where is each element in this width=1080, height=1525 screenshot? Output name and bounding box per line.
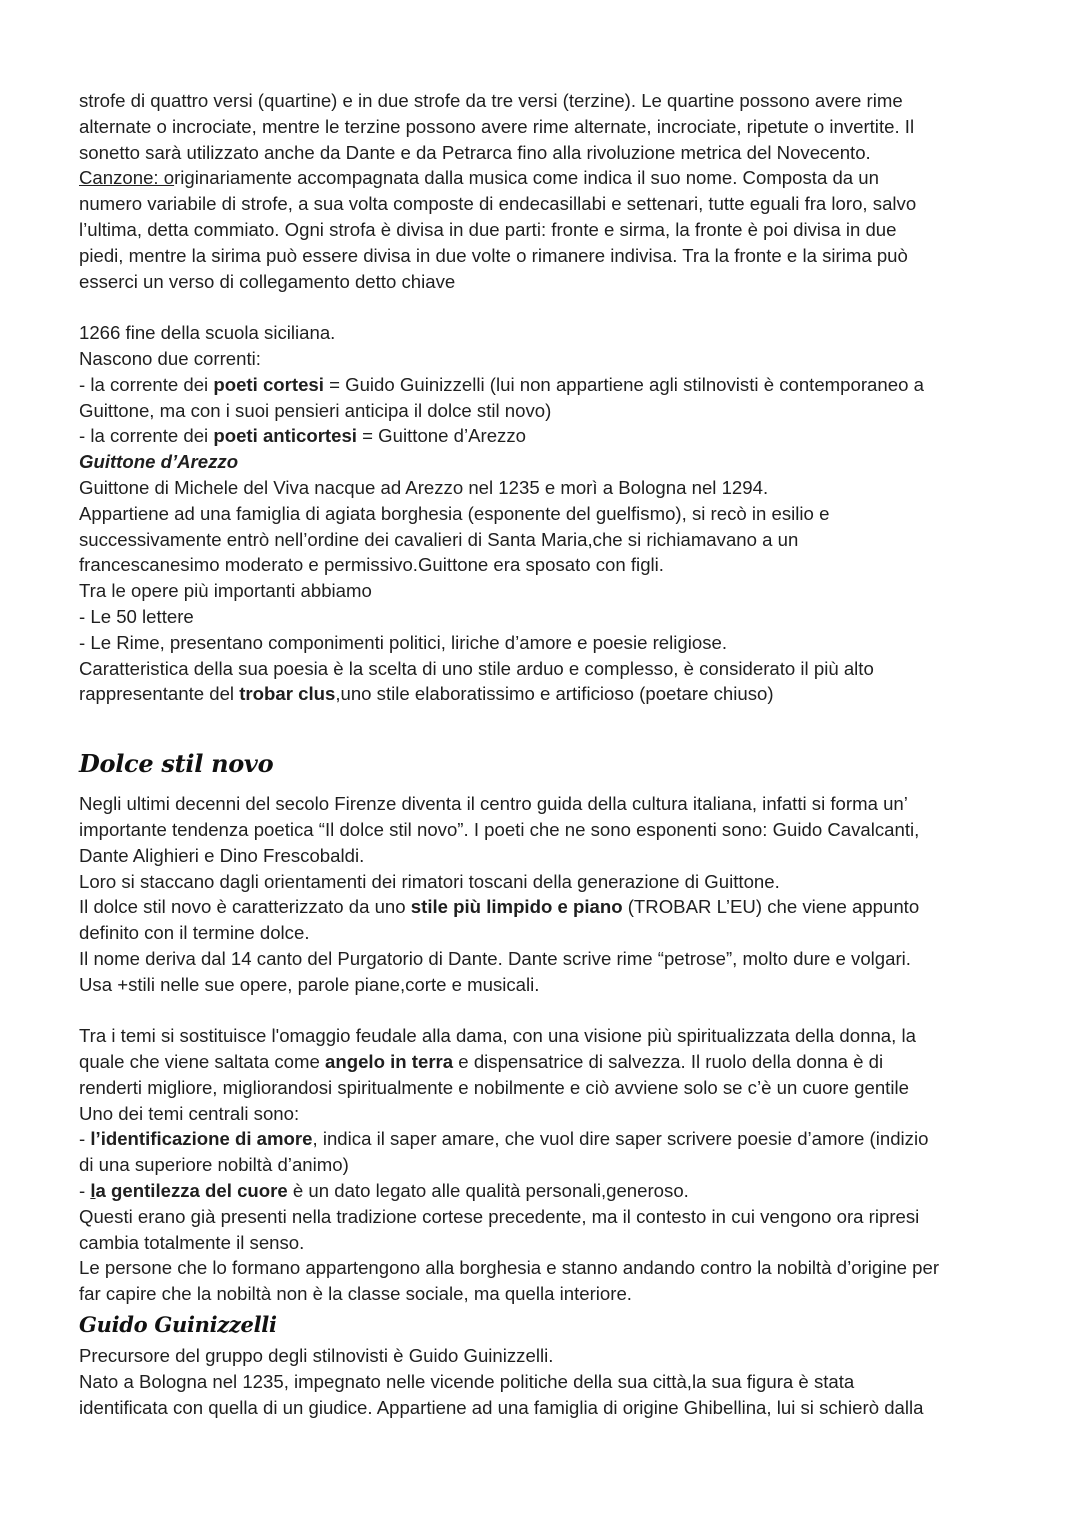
text-line: cambia totalmente il senso. — [79, 1231, 305, 1253]
text-line: Guittone, ma con i suoi pensieri anticipa il dolce stil novo) — [79, 399, 552, 421]
text-line: Loro si staccano dagli orientamenti dei rimatori toscani della generazione di Guittone. — [79, 870, 780, 892]
text-line: Canzone: originariamente accompagnata dalla musica come indica il suo nome. Composta da un — [79, 167, 879, 189]
text-line: Il dolce stil novo è caratterizzato da uno stile più limpido e piano (TROBAR L’EU) che viene appunto — [79, 896, 920, 918]
list-item: - Le 50 lettere — [79, 605, 194, 627]
text-line: Negli ultimi decenni del secolo Firenze diventa il centro guida della cultura italiana, infatti si forma un’ — [79, 793, 908, 815]
text-line: renderti migliore, migliorandosi spiritualmente e nobilmente e ciò avviene solo se c’è un cuore gentile — [79, 1076, 909, 1098]
text-line: francescanesimo moderato e permissivo.Guittone era sposato con figli. — [79, 554, 664, 576]
text-line: definito con il termine dolce. — [79, 922, 310, 944]
text-line: successivamente entrò nell’ordine dei cavalieri di Santa Maria,che si richiamavano a un — [79, 528, 799, 550]
text-line: sonetto sarà utilizzato anche da Dante e da Petrarca fino alla rivoluzione metrica del Novecento. — [79, 141, 871, 163]
text-line: l’ultima, detta commiato. Ogni strofa è divisa in due parti: fronte e sirma, la fronte è poi divisa in due — [79, 218, 897, 240]
text-line: importante tendenza poetica “Il dolce stil novo”. I poeti che ne sono esponenti sono: Guido Cavalcanti, — [79, 818, 920, 840]
dolce-section — [79, 749, 1019, 1307]
text-line: Guittone di Michele del Viva nacque ad Arezzo nel 1235 e morì a Bologna nel 1294. — [79, 476, 769, 498]
document-page — [79, 88, 1019, 1420]
text-line: alternate o incrociate, mentre le terzine possono avere rime alternate, incrociate, ripetute o invertite. Il — [79, 115, 915, 137]
spacer — [79, 294, 1019, 320]
text-line: Dante Alighieri e Dino Frescobaldi. — [79, 844, 365, 866]
text-line: far capire che la nobiltà non è la classe sociale, ma quella interiore. — [79, 1283, 632, 1305]
correnti-paragraph — [79, 320, 1019, 449]
text-line: Nato a Bologna nel 1235, impegnato nelle vicende politiche della sua città,la sua figura è stata — [79, 1370, 855, 1392]
section-heading: Guido Guinizzelli — [79, 1312, 277, 1338]
text-line: Tra le opere più importanti abbiamo — [79, 580, 372, 602]
text-line: strofe di quattro versi (quartine) e in due strofe da tre versi (terzine). Le quartine possono avere rime — [79, 90, 903, 111]
guittone-section — [79, 449, 1019, 707]
text-line: identificata con quella di un giudice. Appartiene ad una famiglia di origine Ghibellina, lui si schierò dalla — [79, 1396, 924, 1418]
text-line: Usa +stili nelle sue opere, parole piane,corte e musicali. — [79, 973, 540, 995]
text-line: rappresentante del trobar clus,uno stile elaboratissimo e artificioso (poetare chiuso) — [79, 683, 774, 705]
text-line: Il nome deriva dal 14 canto del Purgatorio di Dante. Dante scrive rime “petrose”, molto dure e volgari. — [79, 947, 911, 969]
guinizzelli-section — [79, 1311, 1019, 1420]
sonetto-paragraph — [79, 88, 1019, 165]
text-line: quale che viene saltata come angelo in terra e dispensatrice di salvezza. Il ruolo della donna è di — [79, 1051, 884, 1073]
list-item: - la corrente dei poeti anticortesi = Guittone d’Arezzo — [79, 425, 526, 447]
text-line: 1266 fine della scuola siciliana. — [79, 322, 336, 344]
text-line: numero variabile di strofe, a sua volta composte di endecasillabi e settenari, tutte eguali fra loro, salvo — [79, 193, 917, 215]
text-line: Uno dei temi centrali sono: — [79, 1102, 300, 1124]
section-heading: Dolce stil novo — [79, 749, 274, 779]
list-item: - Le Rime, presentano componimenti politici, liriche d’amore e poesie religiose. — [79, 631, 727, 653]
spacer — [79, 707, 1019, 747]
text-line: Tra i temi si sostituisce l'omaggio feudale alla dama, con una visione più spiritualizzata della donna, la — [79, 1025, 916, 1047]
text-line: Appartiene ad una famiglia di agiata borghesia (esponente del guelfismo), si recò in esilio e — [79, 502, 830, 524]
canzone-label: Canzone: o — [79, 167, 175, 189]
text-line: piedi, mentre la sirima può essere divisa in due volte o rimanere indivisa. Tra la fronte e la sirima può — [79, 244, 908, 266]
text-line: esserci un verso di collegamento detto chiave — [79, 270, 456, 292]
list-item: - la corrente dei poeti cortesi = Guido Guinizzelli (lui non appartiene agli stilnovisti è contemporaneo a — [79, 373, 924, 395]
list-item: - la gentilezza del cuore è un dato legato alle qualità personali,generoso. — [79, 1180, 689, 1202]
text-line: Le persone che lo formano appartengono alla borghesia e stanno andando contro la nobiltà d’origine per — [79, 1257, 940, 1279]
text-line: Questi erano già presenti nella tradizione cortese precedente, ma il contesto in cui vengono ora ripresi — [79, 1205, 920, 1227]
text-line: Precursore del gruppo degli stilnovisti è Guido Guinizzelli. — [79, 1345, 554, 1367]
list-item: - l’identificazione di amore, indica il saper amare, che vuol dire saper scrivere poesie d’amore (indizio — [79, 1128, 929, 1150]
text-line: di una superiore nobiltà d’animo) — [79, 1154, 349, 1176]
guittone-heading: Guittone d’Arezzo — [79, 451, 239, 473]
text-line: Caratteristica della sua poesia è la scelta di uno stile arduo e complesso, è considerato il più alto — [79, 657, 874, 679]
canzone-paragraph — [79, 165, 1019, 294]
text-line: Nascono due correnti: — [79, 347, 261, 369]
spacer — [79, 998, 1019, 1024]
